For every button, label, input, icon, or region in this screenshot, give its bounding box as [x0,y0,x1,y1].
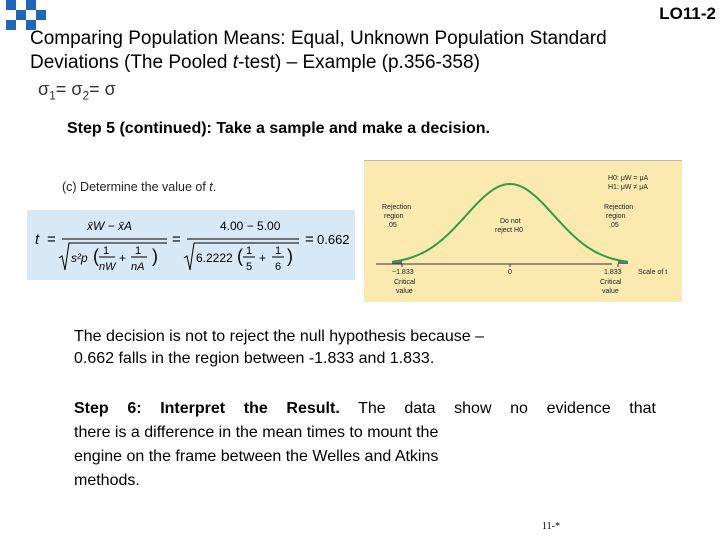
slide-title [30,27,710,75]
paren-open-1: ( [93,246,99,266]
sigma-equality [38,79,116,103]
rej-right-line3: .05 [609,222,619,229]
n-w: nW [99,261,116,273]
sigma-symbol: σ [104,79,116,99]
rej-left-line1: Rejection [382,204,412,211]
decision-line-2: 0.662 falls in the region between -1.833 and 1.833. [74,350,435,367]
sigma-sub-2: 2 [82,88,90,103]
n-a: nA [131,261,145,273]
step6-line-1-rest: The data show no evidence that [339,400,656,417]
step6-line-2: there is a difference in the mean times to mount the [74,424,439,441]
step6-line-1 [74,397,656,421]
critical-right-line2: value [602,288,619,295]
formula-result: 0.662 [317,232,350,247]
step6-heading: Step 6: Interpret the Result. [74,400,340,417]
step6-line-4: methods. [74,472,140,489]
t-distribution-chart [364,160,682,302]
formula-eq-2: = [172,231,181,248]
t-statistic-formula [27,210,355,280]
one-3: 1 [246,245,253,257]
one-1: 1 [103,245,110,257]
sp2-value: 6.2222 [196,251,233,265]
title-line-2-post: -test) – Example (p.356-358) [238,52,480,73]
learning-objective-code: LO11-2 [659,4,716,23]
scale-label: Scale of t [638,269,668,276]
formula-eq-3: = [305,231,314,248]
five: 5 [246,261,253,273]
formula-t: t [35,231,40,248]
six: 6 [275,261,282,273]
rej-left-line3: .05 [387,222,397,229]
equals-sign: = [55,79,67,99]
step6-paragraph [74,397,656,493]
do-not-reject-line1: Do not [500,218,521,225]
critical-right-line1: Critical [600,279,622,286]
rej-left-line2: region [384,213,404,220]
title-line-2 [30,51,710,75]
formula-sp2: s²p [71,251,88,265]
tick-label-left: −1.833 [392,269,414,276]
decision-text [74,326,634,370]
paren-open-2: ( [237,246,243,266]
do-not-reject-line2: reject H0 [495,227,524,234]
page-number: 11-* [542,521,560,532]
paren-close-2: ) [287,246,293,266]
critical-left-line2: value [396,288,413,295]
step6-line-3: engine on the frame between the Welles and Atkins [74,448,439,465]
hypothesis-h1: H1: μW ≠ μA [608,184,648,191]
part-c-instruction [62,180,216,194]
equals-sign: = [89,79,100,99]
formula-numerator-symbols: x̄W − x̄A [87,219,133,233]
tick-label-mid: 0 [508,269,512,276]
sigma-sub-1: 1 [49,88,56,103]
plus-1: + [119,251,127,265]
hypothesis-h0: H0: μW = μA [608,175,649,182]
formula-numerator-values: 4.00 − 5.00 [220,219,281,233]
part-c-pre: (c) Determine the value of [62,180,210,194]
title-t-italic: t [232,52,239,73]
plus-2: + [259,251,267,265]
rej-right-line2: region [606,213,626,220]
part-c-post: . [212,180,217,194]
title-line-1: Comparing Population Means: Equal, Unknown Population Standard [30,28,607,49]
paren-close-1: ) [152,246,158,266]
sigma-symbol: σ [71,79,83,99]
decision-line-1: The decision is not to reject the null hypothesis because – [74,328,485,345]
critical-left-line1: Critical [394,279,416,286]
part-c-t: t [209,180,213,194]
rej-right-line1: Rejection [604,204,634,211]
one-4: 1 [275,245,282,257]
sigma-symbol: σ [38,79,50,99]
one-2: 1 [135,245,142,257]
formula-eq-1: = [47,231,56,248]
title-line-2-pre: Deviations (The Pooled [30,52,233,73]
tick-label-right: 1.833 [604,269,622,276]
step5-heading: Step 5 (continued): Take a sample and make a decision. [67,120,490,137]
